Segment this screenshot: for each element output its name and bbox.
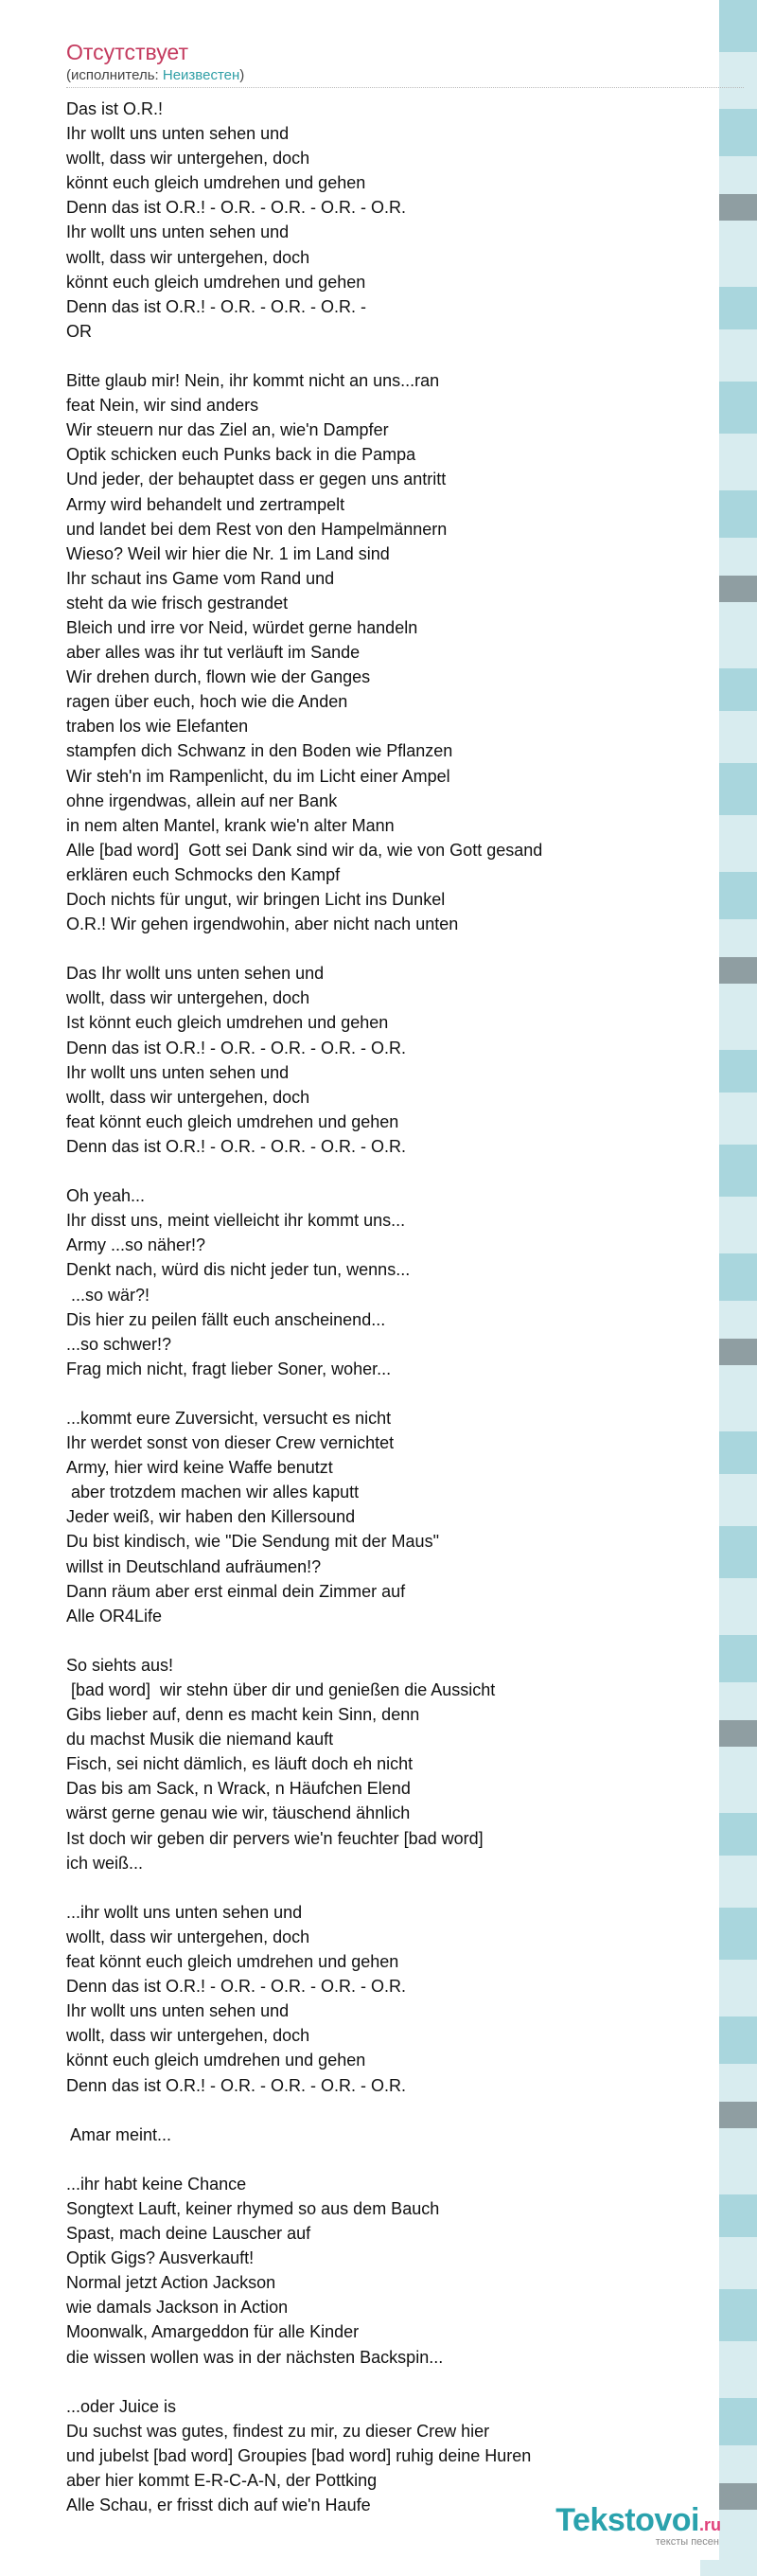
- lyrics-line: Ihr disst uns, meint vielleicht ihr kommt uns...: [66, 1211, 406, 1231]
- lyrics-line: Army, hier wird keine Waffe benutzt: [66, 1458, 333, 1478]
- lyrics-line: willst in Deutschland aufräumen!?: [66, 1556, 322, 1576]
- lyrics-line: Gibs lieber auf, denn es macht kein Sinn, denn: [66, 1705, 420, 1725]
- lyrics-line: Jeder weiß, wir haben den Killersound: [66, 1507, 356, 1527]
- lyrics-line: Wir steh'n im Rampenlicht, du im Licht einer Ampel: [66, 766, 450, 786]
- lyrics-line: Alle [bad word] Gott sei Dank sind wir da, wie von Gott gesand: [66, 840, 543, 860]
- lyrics-line: Denn das ist O.R.! - O.R. - O.R. - O.R. - O.R.: [66, 1136, 407, 1156]
- artist-suffix: ): [239, 67, 245, 83]
- lyrics-line: könnt euch gleich umdrehen und gehen: [66, 173, 366, 193]
- lyrics-line: Army ...so näher!?: [66, 1235, 206, 1255]
- lyrics-line: Denn das ist O.R.! - O.R. - O.R. - O.R. - O.R.: [66, 2075, 407, 2095]
- lyrics-line: ...so schwer!?: [66, 1334, 172, 1354]
- lyrics-line: Bitte glaub mir! Nein, ihr kommt nicht an uns...ran: [66, 371, 440, 391]
- artist-prefix: (исполнитель:: [66, 67, 163, 83]
- lyrics-line: stampfen dich Schwanz in den Boden wie Pflanzen: [66, 741, 453, 761]
- lyrics-line: Ist könnt euch gleich umdrehen und gehen: [66, 1013, 389, 1033]
- lyrics-blank-line: [66, 1875, 744, 1900]
- lyrics-line: So siehts aus!: [66, 1655, 174, 1675]
- lyrics-line: Amar meint...: [66, 2124, 172, 2144]
- lyrics-line: feat könnt euch gleich umdrehen und gehen: [66, 1952, 399, 1972]
- lyrics-line: [bad word] wir stehn über dir und genießen die Aussicht: [66, 1680, 496, 1699]
- lyrics-line: du machst Musik die niemand kauft: [66, 1730, 334, 1750]
- lyrics-line: Army wird behandelt und zertrampelt: [66, 494, 345, 514]
- lyrics-line: Denn das ist O.R.! - O.R. - O.R. - O.R. - O.R.: [66, 1977, 407, 1997]
- lyrics-line: ragen über euch, hoch wie die Anden: [66, 692, 348, 712]
- lyrics-line: Denn das ist O.R.! - O.R. - O.R. - O.R. - O.R.: [66, 1038, 407, 1057]
- lyrics-line: Das ist O.R.!: [66, 99, 164, 118]
- lyrics-line: wollt, dass wir untergehen, doch: [66, 988, 310, 1008]
- lyrics-line: die wissen wollen was in der nächsten Backspin...: [66, 2347, 444, 2367]
- lyrics-line: ...ihr wollt uns unten sehen und: [66, 1902, 303, 1922]
- header-divider: [66, 87, 744, 88]
- lyrics-line: Ihr schaut ins Game vom Rand und: [66, 568, 335, 588]
- lyrics-line: in nem alten Mantel, krank wie'n alter Mann: [66, 815, 395, 835]
- lyrics-blank-line: [66, 1159, 744, 1183]
- song-title: Отсутствует: [66, 40, 188, 64]
- lyrics-line: Normal jetzt Action Jackson: [66, 2273, 276, 2293]
- lyrics-line: Doch nichts für ungut, wir bringen Licht ins Dunkel: [66, 890, 446, 909]
- lyrics-blank-line: [66, 936, 744, 961]
- logo-tld: .ru: [698, 2515, 721, 2534]
- lyrics-line: könnt euch gleich umdrehen und gehen: [66, 272, 366, 292]
- lyrics-line: Bleich und irre vor Neid, würdet gerne handeln: [66, 617, 418, 637]
- lyrics-line: aber alles was ihr tut verläuft im Sande: [66, 643, 361, 663]
- lyrics-line: ...so wär?!: [66, 1285, 150, 1305]
- lyrics-line: Fisch, sei nicht dämlich, es läuft doch eh nicht: [66, 1754, 414, 1774]
- lyrics-blank-line: [66, 2370, 744, 2394]
- lyrics-line: Denn das ist O.R.! - O.R. - O.R. - O.R. - O.R.: [66, 198, 407, 218]
- lyrics-line: Alle OR4Life: [66, 1606, 163, 1626]
- lyrics-line: erklären euch Schmocks den Kampf: [66, 864, 341, 884]
- lyrics-blank-line: [66, 2147, 744, 2172]
- lyrics-line: Wir steuern nur das Ziel an, wie'n Dampfer: [66, 420, 389, 440]
- lyrics-line: könnt euch gleich umdrehen und gehen: [66, 2051, 366, 2070]
- lyrics-line: traben los wie Elefanten: [66, 717, 249, 737]
- lyrics-page: [28, 0, 719, 2560]
- lyrics-line: wollt, dass wir untergehen, doch: [66, 1927, 310, 1946]
- lyrics-line: ...kommt eure Zuversicht, versucht es nicht: [66, 1408, 392, 1428]
- lyrics-line: OR: [66, 321, 92, 341]
- lyrics-line: Dann räum aber erst einmal dein Zimmer auf: [66, 1581, 406, 1601]
- lyrics-line: Du suchst was gutes, findest zu mir, zu dieser Crew hier: [66, 2421, 490, 2441]
- logo-name: Tekstovoi: [555, 2502, 699, 2538]
- lyrics-line: und landet bei dem Rest von den Hampelmännern: [66, 519, 448, 539]
- lyrics-line: Ihr werdet sonst von dieser Crew vernichtet: [66, 1433, 395, 1453]
- lyrics-line: wollt, dass wir untergehen, doch: [66, 2026, 310, 2046]
- lyrics-line: steht da wie frisch gestrandet: [66, 593, 289, 613]
- lyrics-line: Moonwalk, Amargeddon für alle Kinder: [66, 2322, 360, 2342]
- lyrics-line: Oh yeah...: [66, 1186, 146, 1206]
- lyrics-line: Ihr wollt uns unten sehen und: [66, 222, 290, 242]
- lyrics-line: wie damals Jackson in Action: [66, 2298, 289, 2318]
- lyrics-line: wollt, dass wir untergehen, doch: [66, 1087, 310, 1107]
- lyrics-line: Und jeder, der behauptet dass er gegen uns antritt: [66, 470, 447, 489]
- lyrics-line: Das bis am Sack, n Wrack, n Häufchen Elend: [66, 1779, 411, 1799]
- lyrics-blank-line: [66, 1381, 744, 1406]
- lyrics-line: feat Nein, wir sind anders: [66, 396, 259, 416]
- lyrics-blank-line: [66, 2098, 744, 2123]
- lyrics-line: Du bist kindisch, wie "Die Sendung mit der Maus": [66, 1532, 439, 1552]
- lyrics-line: Frag mich nicht, fragt lieber Soner, woher...: [66, 1359, 392, 1378]
- lyrics-body: [66, 97, 744, 2517]
- lyrics-line: Denn das ist O.R.! - O.R. - O.R. - O.R. -: [66, 296, 367, 316]
- lyrics-line: Wieso? Weil wir hier die Nr. 1 im Land sind: [66, 543, 390, 563]
- lyrics-blank-line: [66, 344, 744, 368]
- lyrics-line: Ihr wollt uns unten sehen und: [66, 1062, 290, 1082]
- lyrics-line: wollt, dass wir untergehen, doch: [66, 247, 310, 267]
- lyrics-line: wärst gerne genau wie wir, täuschend ähnlich: [66, 1803, 411, 1823]
- lyrics-line: und jubelst [bad word] Groupies [bad word] ruhig deine Huren: [66, 2445, 532, 2465]
- lyrics-line: wollt, dass wir untergehen, doch: [66, 149, 310, 169]
- lyrics-line: Optik Gigs? Ausverkauft!: [66, 2248, 255, 2268]
- lyrics-line: aber hier kommt E-R-C-A-N, der Pottking: [66, 2471, 378, 2490]
- artist-link[interactable]: Неизвестен: [162, 67, 240, 83]
- lyrics-line: ...ihr habt keine Chance: [66, 2174, 247, 2194]
- lyrics-line: Denkt nach, würd dis nicht jeder tun, wenns...: [66, 1260, 411, 1280]
- lyrics-line: Alle Schau, er frisst dich auf wie'n Haufe: [66, 2496, 371, 2515]
- lyrics-line: Dis hier zu peilen fällt euch anscheinend...: [66, 1309, 386, 1329]
- lyrics-line: Optik schicken euch Punks back in die Pampa: [66, 445, 416, 465]
- lyrics-line: feat könnt euch gleich umdrehen und gehen: [66, 1111, 399, 1131]
- lyrics-line: Wir drehen durch, flown wie der Ganges: [66, 667, 371, 687]
- lyrics-line: Ist doch wir geben dir pervers wie'n feuchter [bad word]: [66, 1828, 484, 1848]
- lyrics-line: aber trotzdem machen wir alles kaputt: [66, 1483, 360, 1502]
- site-logo[interactable]: [555, 2504, 721, 2548]
- lyrics-line: Das Ihr wollt uns unten sehen und: [66, 964, 325, 984]
- logo-tagline: тексты песен: [655, 2536, 719, 2548]
- lyrics-line: ich weiß...: [66, 1853, 144, 1873]
- lyrics-line: Spast, mach deine Lauscher auf: [66, 2224, 311, 2244]
- lyrics-line: ...oder Juice is: [66, 2396, 177, 2416]
- lyrics-line: Ihr wollt uns unten sehen und: [66, 2001, 290, 2021]
- lyrics-line: Ihr wollt uns unten sehen und: [66, 124, 290, 144]
- lyrics-line: Songtext Lauft, keiner rhymed so aus dem Bauch: [66, 2198, 440, 2218]
- lyrics-blank-line: [66, 1628, 744, 1653]
- lyrics-line: O.R.! Wir gehen irgendwohin, aber nicht nach unten: [66, 915, 459, 934]
- lyrics-line: ohne irgendwas, allein auf ner Bank: [66, 791, 338, 810]
- artist-line: [66, 67, 244, 83]
